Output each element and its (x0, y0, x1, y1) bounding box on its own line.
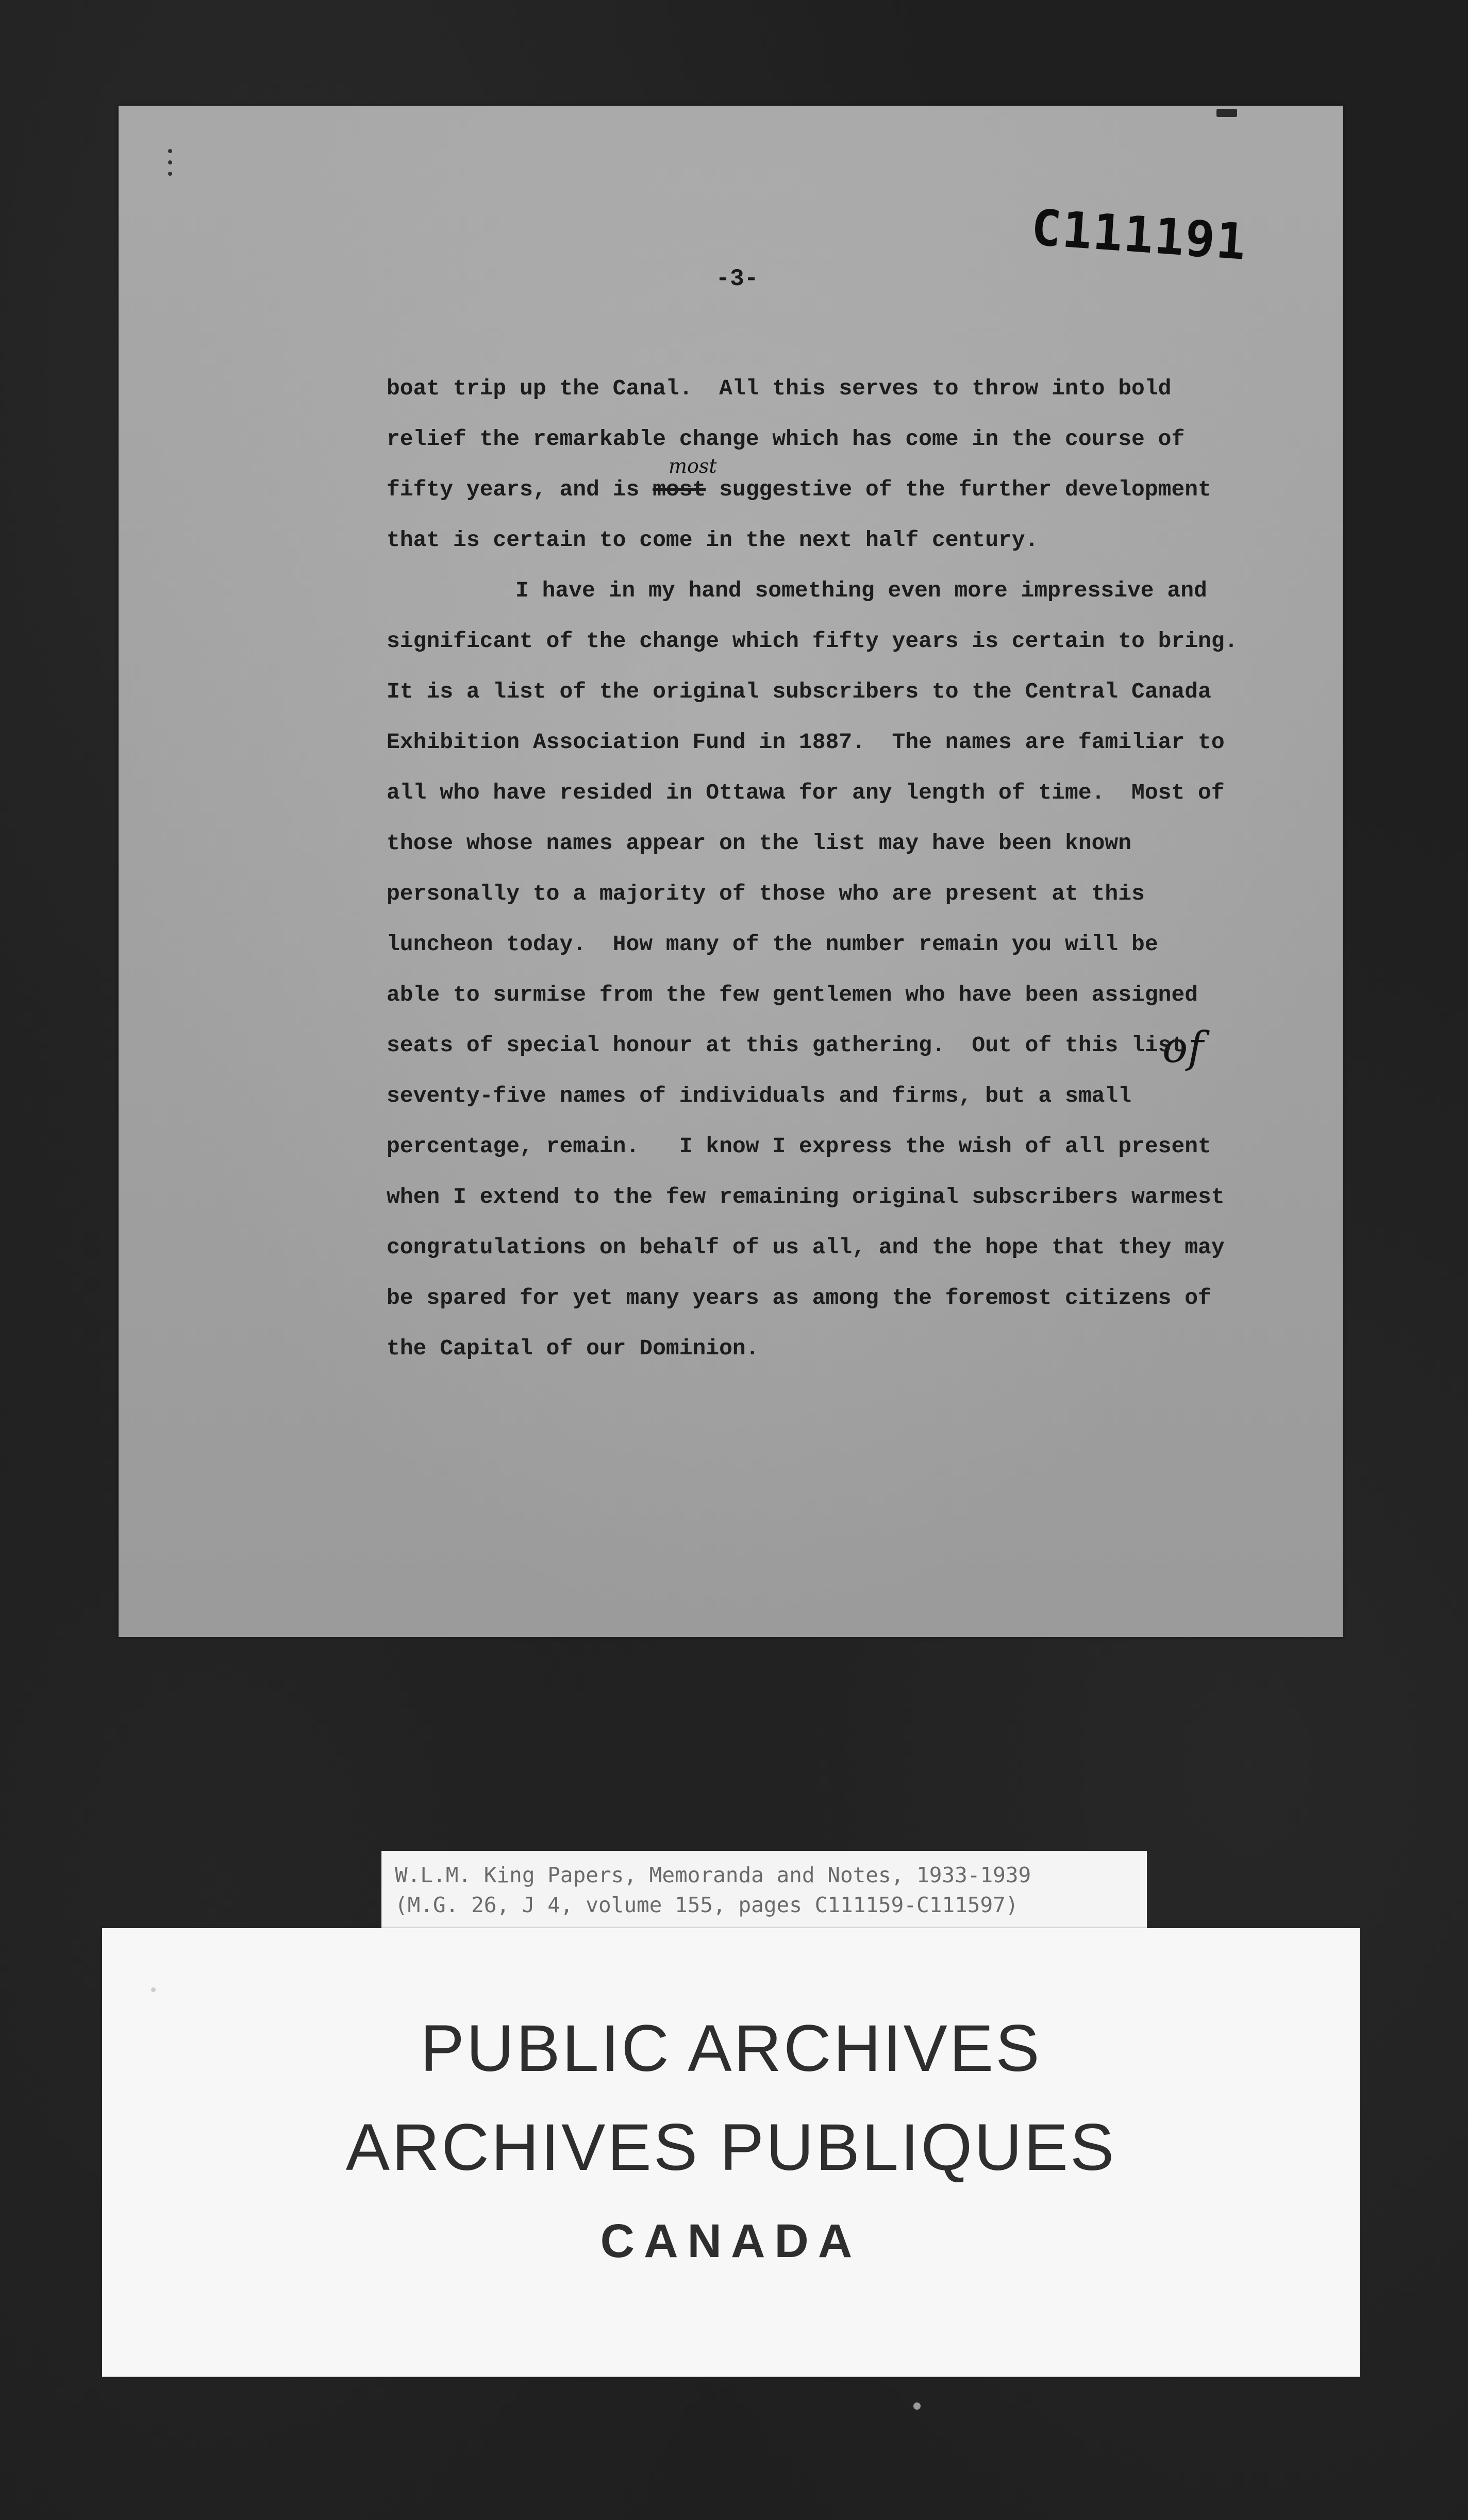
text-line: percentage, remain. I know I express the wish of all present (387, 1134, 1211, 1159)
typed-body-text (387, 363, 1238, 1374)
document-page (119, 106, 1343, 1637)
text-line-start: fifty years, and is (387, 477, 653, 502)
reference-line-1: W.L.M. King Papers, Memoranda and Notes, 1933-1939 (395, 1863, 1031, 1887)
text-line: when I extend to the few remaining original subscribers warmest (387, 1184, 1225, 1209)
text-line: personally to a majority of those who are present at this (387, 881, 1145, 906)
text-line: the Capital of our Dominion. (387, 1336, 759, 1361)
collection-reference-label (381, 1851, 1147, 1931)
text-line: boat trip up the Canal. All this serves to throw into bold (387, 376, 1172, 401)
archives-title-english: PUBLIC ARCHIVES (420, 2012, 1042, 2085)
text-line: seventy-five names of individuals and firms, but a small (387, 1083, 1132, 1108)
film-speck (913, 2402, 921, 2410)
punch-marks (168, 149, 173, 185)
text-line: It is a list of the original subscribers to the Central Canada (387, 679, 1211, 704)
page-number: -3- (715, 266, 759, 292)
archive-number-stamp: C111191 (1029, 198, 1249, 271)
handwritten-correction: most (669, 455, 717, 477)
archives-country: CANADA (600, 2215, 862, 2267)
text-line: seats of special honour at this gathering. Out of this list (387, 1033, 1185, 1058)
text-line: congratulations on behalf of us all, and the hope that they may (387, 1235, 1225, 1260)
text-line: significant of the change which fifty years is certain to bring. (387, 628, 1238, 654)
struck-word: most (653, 477, 706, 502)
archives-title-french: ARCHIVES PUBLIQUES (345, 2111, 1116, 2184)
text-line: that is certain to come in the next half century. (387, 527, 1039, 553)
text-line-tail: suggestive of the further development (706, 477, 1211, 502)
text-line: all who have resided in Ottawa for any length of time. Most of (387, 780, 1225, 805)
text-line: relief the remarkable change which has come in the course of (387, 426, 1185, 452)
reference-line-2: (M.G. 26, J 4, volume 155, pages C111159-C111597) (395, 1893, 1019, 1917)
handwritten-insertion: of (1162, 1023, 1204, 1072)
text-line: luncheon today. How many of the number remain you will be (387, 932, 1158, 957)
text-line (387, 465, 1222, 515)
dust-speck (151, 1987, 156, 1992)
text-line: those whose names appear on the list may have been known (387, 831, 1132, 856)
text-line: able to surmise from the few gentlemen who have been assigned (387, 982, 1198, 1007)
text-line: I have in my hand something even more impressive and (515, 578, 1207, 603)
corner-mark (1216, 109, 1237, 117)
public-archives-card (102, 1928, 1360, 2377)
text-line: be spared for yet many years as among the foremost citizens of (387, 1285, 1211, 1311)
text-line: Exhibition Association Fund in 1887. The names are familiar to (387, 730, 1225, 755)
